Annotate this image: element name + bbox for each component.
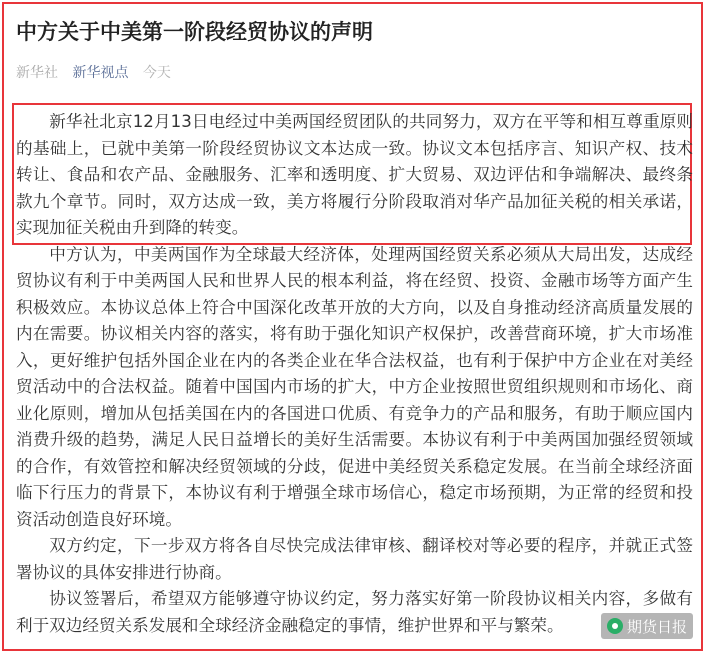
article-paragraph: 中方认为，中美两国作为全球最大经济体，处理两国经贸关系必须从大局出发，达成经贸协议有利于中美两国人民和世界人民的根本利益，将在经贸、投资、金融市场等方面产生积极效应。本协议总体上符合中国深化改革开放的大方向，以及自身推动经济高质量发展的内在需要。协议相关内容的落实，将有助于强化知识产权保护，改善营商环境，扩大市场准入，更好维护包括外国企业在内的各类企业在华合法权益，也有利于保护中方企业在对美经贸活动中的合法权益。随着中国国内市场的扩大，中方企业按照世贸组织规则和市场化、商业化原则，增加从包括美国在内的各国进口优质、有竞争力的产品和服务，有助于顺应国内消费升级的趋势，满足人民日益增长的美好生活需要。本协议有利于中美两国加强经贸领域的合作，有效管控和解决经贸领域的分歧，促进中美经贸关系稳定发展。在当前全球经济面临下行压力的背景下，本协议有利于增强全球市场信心，稳定市场预期，为正常的经贸和投资活动创造良好环境。 <box>16 244 693 529</box>
watermark-text: 期货日报 <box>626 617 687 636</box>
article-title: 中方关于中美第一阶段经贸协议的声明 <box>16 20 373 44</box>
article-paragraph: 新华社北京12月13日电经过中美两国经贸团队的共同努力，双方在平等和相互尊重原则的基础上，已就中美第一阶段经贸协议文本达成一致。协议文本包括序言、知识产权、技术转让、食品和农产品、金融服务、汇率和透明度、扩大贸易、双边评估和争端解决、最终条款九个章节。同时，双方达成一致，美方将履行分阶段取消对华产品加征关税的相关承诺，实现加征关税由升到降的转变。 <box>16 112 693 237</box>
article-paragraph: 双方约定，下一步双方将各自尽快完成法律审核、翻译校对等必要的程序，并就正式签署协议的具体安排进行协商。 <box>16 536 693 582</box>
watermark <box>601 613 693 639</box>
article-paragraph: 协议签署后，希望双方能够遵守协议约定，努力落实好第一阶段协议相关内容，多做有利于双边经贸关系发展和全球经济金融稳定的事情，维护世界和平与繁荣。 <box>16 589 693 635</box>
article-source: 新华社 <box>16 65 58 81</box>
publish-date: 今天 <box>142 65 171 81</box>
wechat-logo-icon <box>607 618 623 634</box>
account-name-link[interactable]: 新华视点 <box>72 65 129 81</box>
article-body <box>16 109 693 639</box>
article-meta <box>16 62 181 82</box>
